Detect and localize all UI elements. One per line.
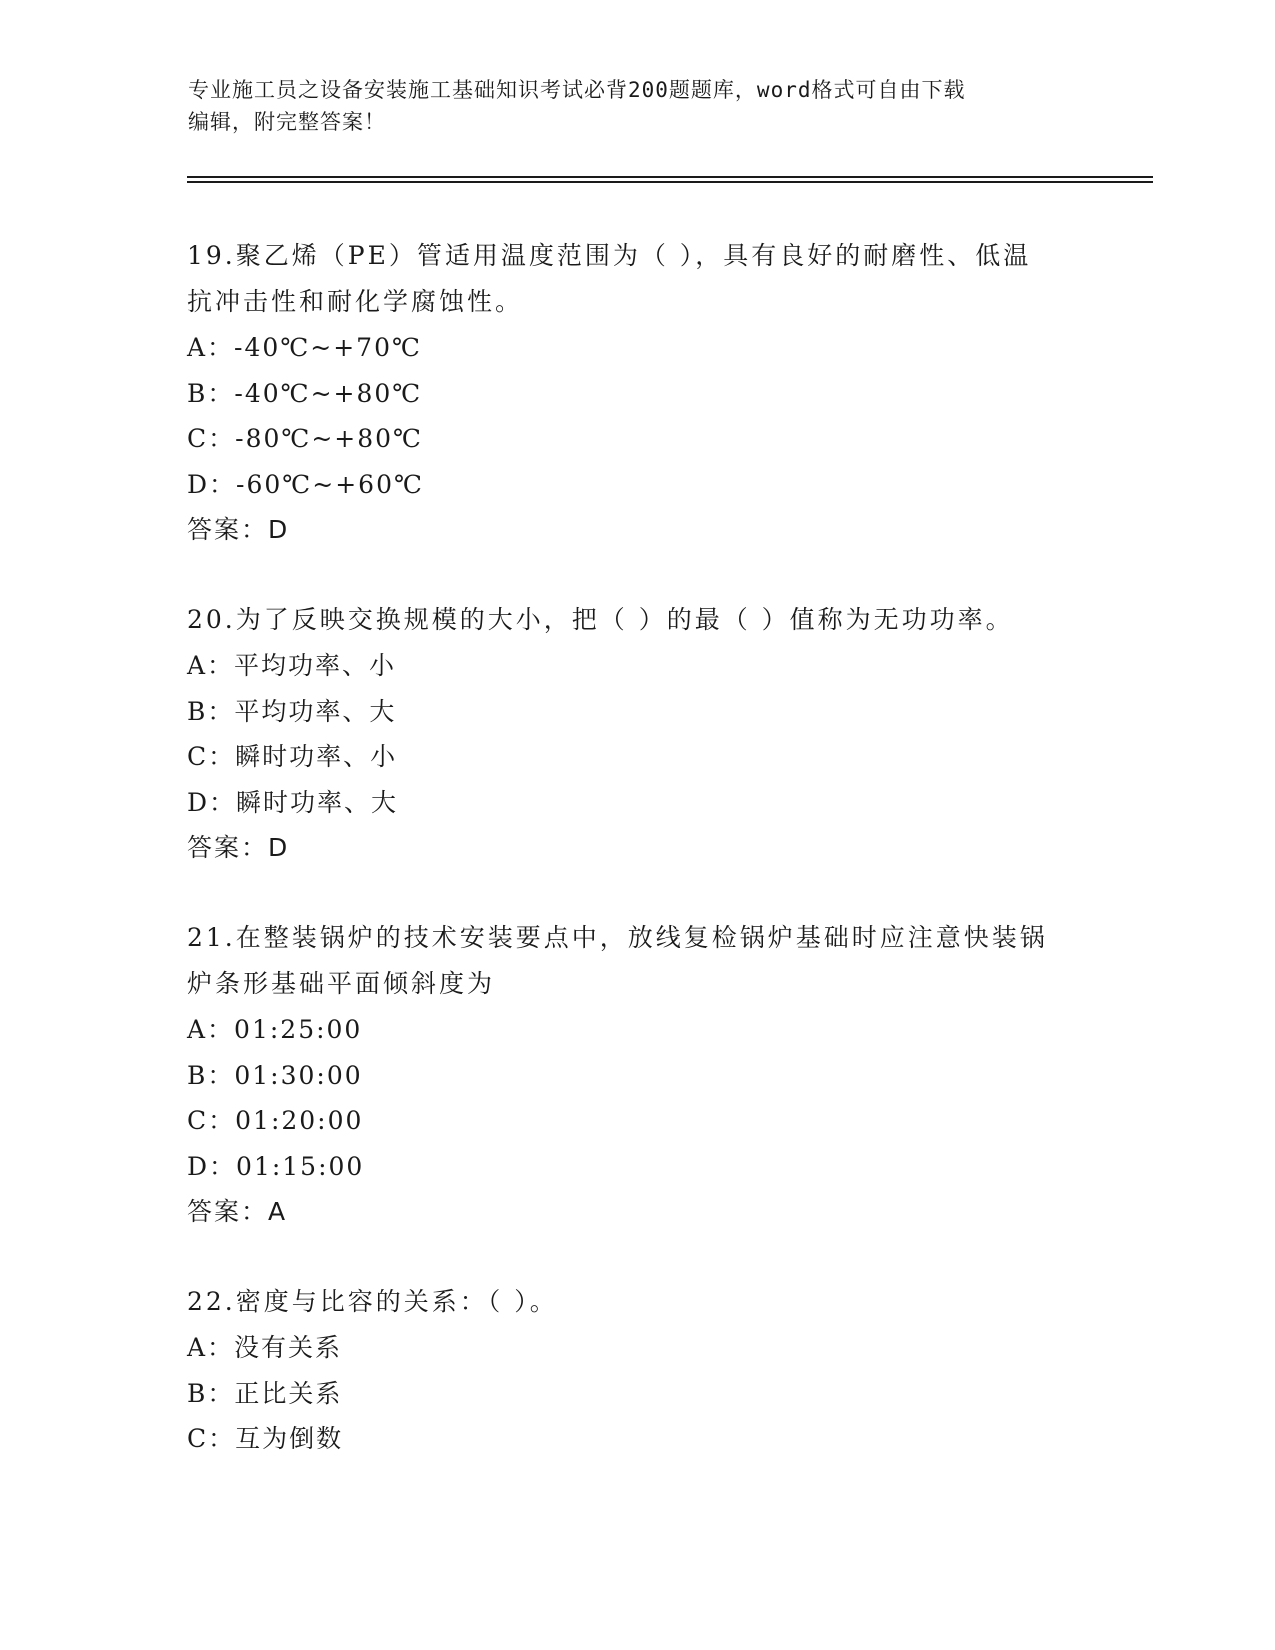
answer-label: 答案：D — [187, 833, 290, 862]
question-stem-line-1: 20.为了反映交换规模的大小，把（ ）的最（ ）值称为无功功率。 — [187, 605, 1014, 634]
header-intro-line-2: 编辑，附完整答案！ — [188, 110, 386, 134]
question-stem-line-2: 炉条形基础平面倾斜度为 — [187, 969, 496, 998]
option-b: B：平均功率、大 — [187, 696, 397, 726]
header-divider-top — [187, 176, 1153, 178]
option-a: A：-40℃~+70℃ — [187, 333, 422, 362]
option-a: A：平均功率、小 — [187, 651, 397, 680]
question-stem-line-1: 19.聚乙烯（PE）管适用温度范围为（ ），具有良好的耐磨性、低温 — [187, 241, 1032, 270]
option-d: D：瞬时功率、大 — [187, 787, 399, 817]
option-c: C：-80℃~+80℃ — [187, 424, 424, 453]
option-c: C：互为倒数 — [187, 1424, 344, 1453]
option-b: B：正比关系 — [187, 1378, 343, 1408]
header-divider-bottom — [187, 181, 1153, 183]
option-a: A：没有关系 — [187, 1333, 343, 1362]
question-stem-line-1: 22.密度与比容的关系：（ ）。 — [187, 1287, 558, 1316]
document-header — [188, 74, 1068, 138]
header-intro-line-1: 专业施工员之设备安装施工基础知识考试必背200题题库，word格式可自由下载 — [188, 78, 966, 102]
answer-label: 答案：D — [187, 515, 290, 544]
question-22 — [187, 1279, 1087, 1462]
option-c: C：01:20:00 — [187, 1106, 364, 1135]
question-20 — [187, 597, 1087, 871]
option-b: B：-40℃~+80℃ — [187, 378, 423, 408]
answer-label: 答案：A — [187, 1197, 288, 1226]
question-stem-line-1: 21.在整装锅炉的技术安装要点中，放线复检锅炉基础时应注意快装锅 — [187, 923, 1048, 952]
option-d: D：01:15:00 — [187, 1151, 365, 1181]
option-d: D：-60℃~+60℃ — [187, 469, 424, 499]
option-a: A：01:25:00 — [187, 1015, 363, 1044]
question-19 — [187, 233, 1087, 553]
question-stem-line-2: 抗冲击性和耐化学腐蚀性。 — [187, 287, 524, 316]
question-21 — [187, 915, 1087, 1235]
option-b: B：01:30:00 — [187, 1060, 363, 1090]
option-c: C：瞬时功率、小 — [187, 742, 398, 771]
